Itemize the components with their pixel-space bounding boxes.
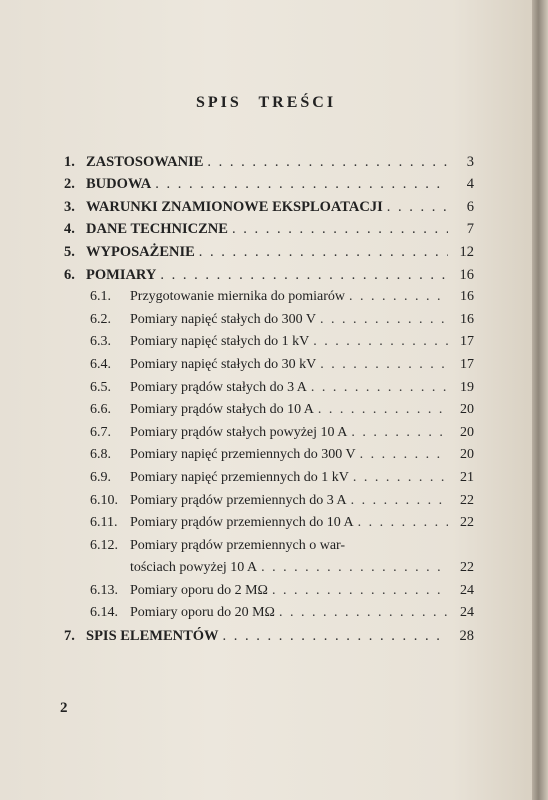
entry-number: 5. (64, 243, 75, 260)
leader-dots (311, 379, 448, 397)
entry-title: Przygotowanie miernika do pomiarów (130, 289, 346, 305)
entry-page: 12 (459, 243, 474, 260)
entry-page: 22 (460, 492, 474, 508)
entry-title: Pomiary napięć przemiennych do 300 V (130, 447, 356, 463)
entry-title: Pomiary prądów przemiennych do 10 A (130, 515, 354, 531)
entry-title: DANE TECHNICZNE (86, 221, 228, 238)
entry-page: 17 (460, 334, 474, 350)
entry-number: 7. (64, 628, 75, 645)
page-title: SPIS TREŚCI (195, 94, 337, 111)
entry-title: Pomiary prądów przemiennych o war- (130, 537, 346, 553)
entry-number: 1. (64, 153, 75, 170)
leader-dots (320, 311, 448, 329)
toc-entry-6-4 (64, 351, 474, 374)
toc-entry-4 (64, 216, 474, 239)
entry-page: 16 (459, 266, 474, 283)
page-number: 2 (60, 700, 68, 716)
entry-number: 6.6. (90, 402, 111, 418)
entry-number: 6.11. (90, 515, 118, 531)
entry-page: 24 (460, 605, 474, 621)
entry-title: Pomiary prądów stałych powyżej 10 A (130, 424, 348, 440)
toc-entry-2 (64, 171, 474, 194)
entry-number: 6.9. (90, 469, 111, 485)
entry-number: 6.13. (90, 582, 118, 598)
toc-entry-6-9 (64, 464, 474, 487)
entry-page: 28 (459, 628, 474, 645)
leader-dots (279, 604, 448, 622)
entry-number: 6.8. (90, 447, 111, 463)
leader-dots (261, 559, 448, 577)
entry-page: 16 (460, 311, 474, 327)
entry-title: Pomiary prądów przemiennych do 3 A (130, 492, 347, 508)
entry-number: 6.14. (90, 605, 118, 621)
entry-page: 17 (460, 356, 474, 372)
toc-entry-6-8 (64, 442, 474, 465)
toc-entry-7 (64, 622, 474, 645)
entry-page: 3 (466, 153, 474, 170)
entry-page: 24 (460, 582, 474, 598)
entry-title: POMIARY (86, 266, 157, 283)
toc-entry-6-12 (64, 532, 474, 577)
entry-page: 20 (460, 424, 474, 440)
book-spine (532, 0, 548, 800)
leader-dots (387, 198, 448, 216)
entry-title: Pomiary oporu do 2 MΩ (130, 582, 268, 598)
entry-title: Pomiary napięć stałych do 1 kV (130, 334, 310, 350)
toc-entry-6-13 (64, 577, 474, 600)
toc-entry-1 (64, 148, 474, 171)
leader-dots (318, 401, 448, 419)
toc-entry-6-2 (64, 306, 474, 329)
leader-dots (313, 333, 448, 351)
toc-entry-6-7 (64, 419, 474, 442)
toc-entry-6-11 (64, 510, 474, 533)
entry-page: 20 (460, 402, 474, 418)
entry-title: ZASTOSOWANIE (86, 153, 204, 170)
leader-dots (320, 356, 448, 374)
entry-number: 6.3. (90, 334, 111, 350)
entry-number: 4. (64, 221, 75, 238)
entry-number: 6.2. (90, 311, 111, 327)
entry-page: 16 (460, 289, 474, 305)
entry-page: 21 (460, 469, 474, 485)
entry-title: SPIS ELEMENTÓW (86, 628, 219, 645)
toc-entry-6-14 (64, 600, 474, 623)
entry-number: 6. (64, 266, 75, 283)
entry-title: Pomiary napięć stałych do 300 V (130, 311, 316, 327)
leader-dots (160, 266, 448, 284)
toc-entry-6 (64, 261, 474, 284)
leader-dots (199, 243, 448, 261)
entry-page: 22 (460, 515, 474, 531)
entry-page: 19 (460, 379, 474, 395)
entry-title-continued: tościach powyżej 10 A (130, 560, 258, 576)
entry-number: 6.4. (90, 356, 111, 372)
entry-number: 3. (64, 198, 75, 215)
entry-page: 22 (460, 560, 474, 576)
leader-dots (360, 446, 448, 464)
entry-page: 20 (460, 447, 474, 463)
entry-title: Pomiary napięć przemiennych do 1 kV (130, 469, 349, 485)
entry-number: 6.7. (90, 424, 111, 440)
toc-entry-5 (64, 238, 474, 261)
entry-page: 4 (466, 176, 474, 193)
leader-dots (207, 153, 448, 171)
entry-number: 6.12. (90, 537, 118, 553)
entry-title: Pomiary oporu do 20 MΩ (130, 605, 275, 621)
entry-title: WYPOSAŻENIE (86, 243, 195, 260)
entry-number: 2. (64, 176, 75, 193)
leader-dots (232, 220, 448, 238)
toc-entry-6-1 (64, 284, 474, 307)
leader-dots (155, 175, 448, 193)
table-of-contents (64, 148, 474, 645)
leader-dots (353, 469, 448, 487)
entry-title: Pomiary prądów stałych do 10 A (130, 402, 314, 418)
entry-number: 6.1. (90, 289, 111, 305)
entry-title: Pomiary prądów stałych do 3 A (130, 379, 307, 395)
entry-page: 7 (466, 221, 474, 238)
toc-entry-3 (64, 193, 474, 216)
leader-dots (223, 627, 448, 645)
entry-title: WARUNKI ZNAMIONOWE EKSPLOATACJI (86, 198, 383, 215)
entry-number: 6.10. (90, 492, 118, 508)
leader-dots (358, 514, 448, 532)
toc-entry-6-3 (64, 329, 474, 352)
entry-page: 6 (466, 198, 474, 215)
entry-title: Pomiary napięć stałych do 30 kV (130, 356, 317, 372)
leader-dots (272, 582, 448, 600)
toc-entry-6-5 (64, 374, 474, 397)
toc-entry-6-10 (64, 487, 474, 510)
leader-dots (351, 424, 448, 442)
leader-dots (349, 288, 448, 306)
leader-dots (351, 492, 448, 510)
toc-entry-6-6 (64, 397, 474, 420)
entry-number: 6.5. (90, 379, 111, 395)
entry-title: BUDOWA (86, 176, 152, 193)
